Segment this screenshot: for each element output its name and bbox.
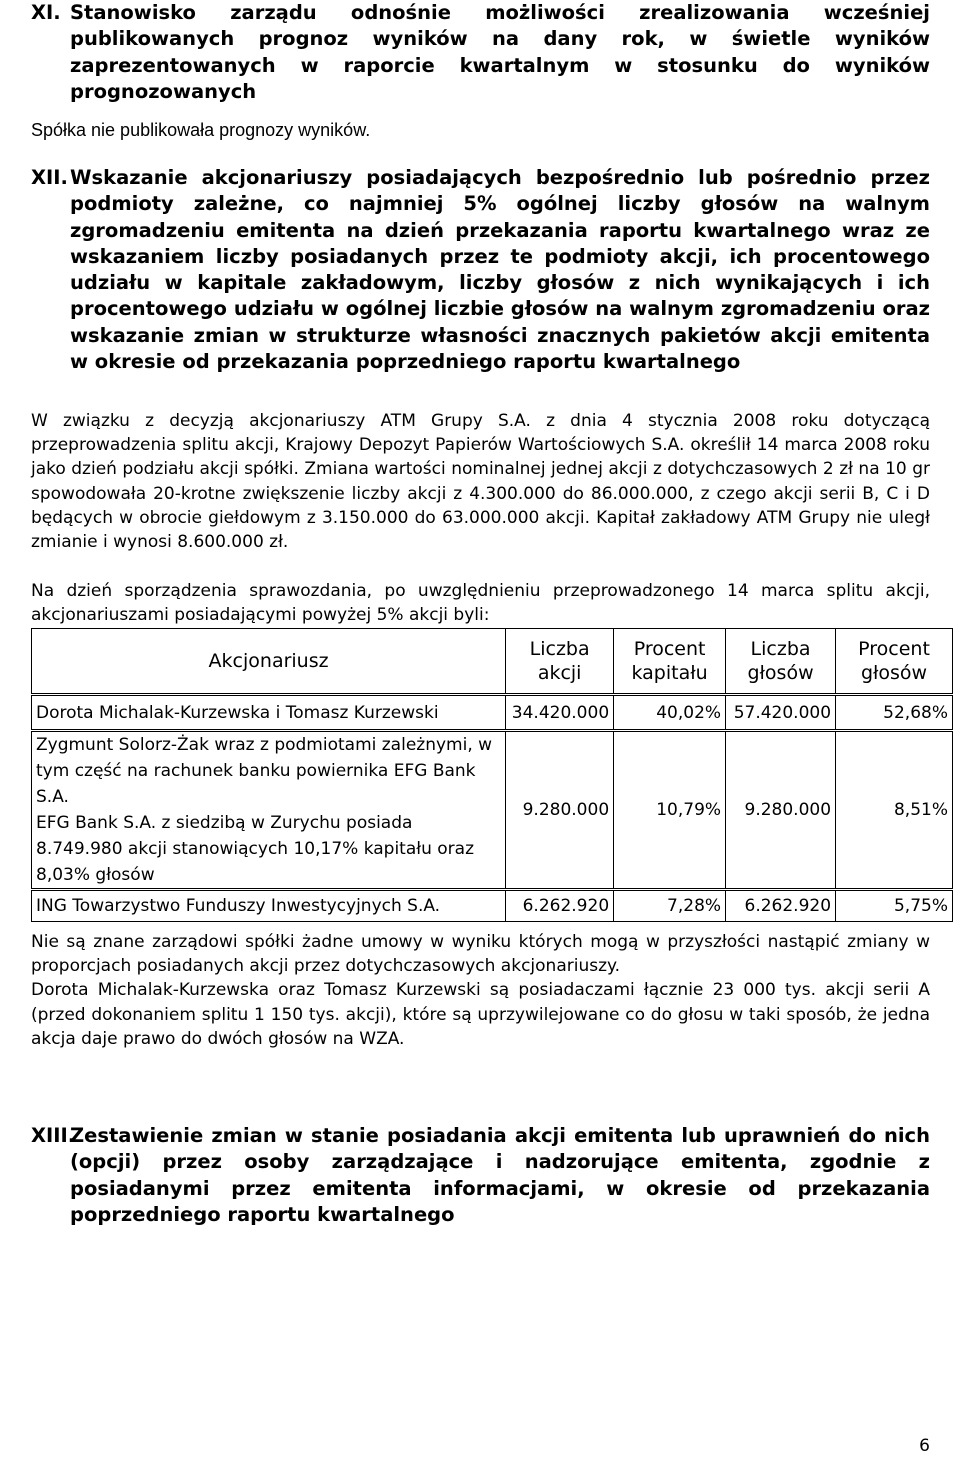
holder-name: Dorota Michalak-Kurzewska i Tomasz Kurzewski bbox=[32, 695, 506, 731]
table-row bbox=[32, 695, 953, 731]
holder-name: ING Towarzystwo Funduszy Inwestycyjnych S.A. bbox=[32, 890, 506, 922]
votes-pct-value: 8,51% bbox=[836, 731, 953, 890]
capital-pct-value: 40,02% bbox=[614, 695, 726, 731]
preferred-shares-text: Dorota Michalak-Kurzewska oraz Tomasz Kurzewski są posiadaczami łącznie 23 000 tys. akcji serii A (przed dokonaniem splitu 1 150 tys. akcji), które są uprzywilejowane co do głosu w taki sposób, że jedna akcja daje prawo do dwóch głosów na WZA. bbox=[31, 980, 930, 1049]
votes-value: 57.420.000 bbox=[726, 695, 836, 731]
split-paragraph bbox=[31, 409, 930, 554]
holder-name-line2: EFG Bank S.A. z siedzibą w Zurychu posiada 8.749.980 akcji stanowiących 10,17% kapitału oraz 8,03% głosów bbox=[36, 813, 474, 885]
shares-value: 9.280.000 bbox=[506, 731, 614, 890]
section-xiii-number: XIII. bbox=[31, 1124, 76, 1147]
shares-value: 34.420.000 bbox=[506, 695, 614, 731]
header-holder: Akcjonariusz bbox=[32, 629, 506, 695]
section-xi-number: XI. bbox=[31, 1, 61, 24]
section-xi-heading bbox=[31, 0, 930, 105]
holders-intro bbox=[31, 579, 930, 627]
header-votes: Liczba głosów bbox=[726, 629, 836, 695]
section-xii-number: XII. bbox=[31, 166, 68, 189]
votes-pct-value: 5,75% bbox=[836, 890, 953, 922]
votes-value: 9.280.000 bbox=[726, 731, 836, 890]
capital-pct-value: 10,79% bbox=[614, 731, 726, 890]
table-header-row bbox=[32, 629, 953, 695]
table-row bbox=[32, 890, 953, 922]
page-number: 6 bbox=[919, 1436, 930, 1456]
section-xii-heading bbox=[31, 165, 930, 375]
shares-value: 6.262.920 bbox=[506, 890, 614, 922]
split-text: W związku z decyzją akcjonariuszy ATM Grupy S.A. z dnia 4 stycznia 2008 roku dotyczącą przeprowadzenia splitu akcji, Krajowy Depozyt Papierów Wartościowych S.A. określił 14 marca 2008 roku jako dzień podziału akcji spółki. Zmiana wartości nominalnej jednej akcji z dotychczasowych 2 zł na 10 gr spowodowała 20-krotne zwiększenie liczby akcji z 4.300.000 do 86.000.000, z czego akcji serii B, C i D będących w obrocie giełdowym z 3.150.000 do 63.000.000 akcji. Kapitał zakładowy ATM Grupy nie uległ zmianie i wynosi 8.600.000 zł. bbox=[31, 411, 930, 553]
section-xiii-heading bbox=[31, 1123, 930, 1228]
section-xi-title: Stanowisko zarządu odnośnie możliwości zrealizowania wcześniej publikowanych prognoz wyników na dany rok, w świetle wyników zaprezentowanych w raporcie kwartalnym w stosunku do wyników prognozowanych bbox=[70, 1, 930, 103]
agreements-paragraph bbox=[31, 930, 930, 1051]
holders-intro-text: Na dzień sporządzenia sprawozdania, po uwzględnieniu przeprowadzonego 14 marca splitu akcji, akcjonariuszami posiadającymi powyżej 5% akcji byli: bbox=[31, 581, 930, 626]
section-xii-title: Wskazanie akcjonariuszy posiadających bezpośrednio lub pośrednio przez podmioty zależne, co najmniej 5% ogólnej liczby głosów na walnym zgromadzeniu emitenta na dzień przekazania raportu kwartalnego wraz ze wskazaniem liczby posiadanych przez te podmioty akcji, ich procentowego udziału w kapitale zakładowym, liczby głosów z nich wynikających i ich procentowego udziału w ogólnej liczbie głosów na walnym zgromadzeniu oraz wskazanie zmian w strukturze własności znacznych pakietów akcji emitenta w okresie od przekazania poprzedniego raportu kwartalnego bbox=[70, 166, 930, 374]
votes-value: 6.262.920 bbox=[726, 890, 836, 922]
header-shares: Liczba akcji bbox=[506, 629, 614, 695]
section-xiii-title: Zestawienie zmian w stanie posiadania akcji emitenta lub uprawnień do nich (opcji) przez osoby zarządzające i nadzorujące emitenta, zgodnie z posiadanymi przez emitenta informacjami, w okresie od przekazania poprzedniego raportu kwartalnego bbox=[70, 1124, 930, 1226]
holder-name-line1: Zygmunt Solorz-Żak wraz z podmiotami zależnymi, w tym część na rachunek banku powiernika EFG Bank S.A. bbox=[36, 735, 493, 807]
holder-name bbox=[32, 731, 506, 890]
shareholders-table bbox=[31, 628, 953, 922]
capital-pct-value: 7,28% bbox=[614, 890, 726, 922]
votes-pct-value: 52,68% bbox=[836, 695, 953, 731]
header-capital-pct: Procent kapitału bbox=[614, 629, 726, 695]
section-xi-body: Spółka nie publikowała prognozy wyników. bbox=[31, 120, 371, 140]
agreements-text: Nie są znane zarządowi spółki żadne umowy w wyniku których mogą w przyszłości nastąpić zmiany w proporcjach posiadanych akcji przez dotychczasowych akcjonariuszy. bbox=[31, 932, 930, 977]
table-row bbox=[32, 731, 953, 890]
header-votes-pct: Procent głosów bbox=[836, 629, 953, 695]
